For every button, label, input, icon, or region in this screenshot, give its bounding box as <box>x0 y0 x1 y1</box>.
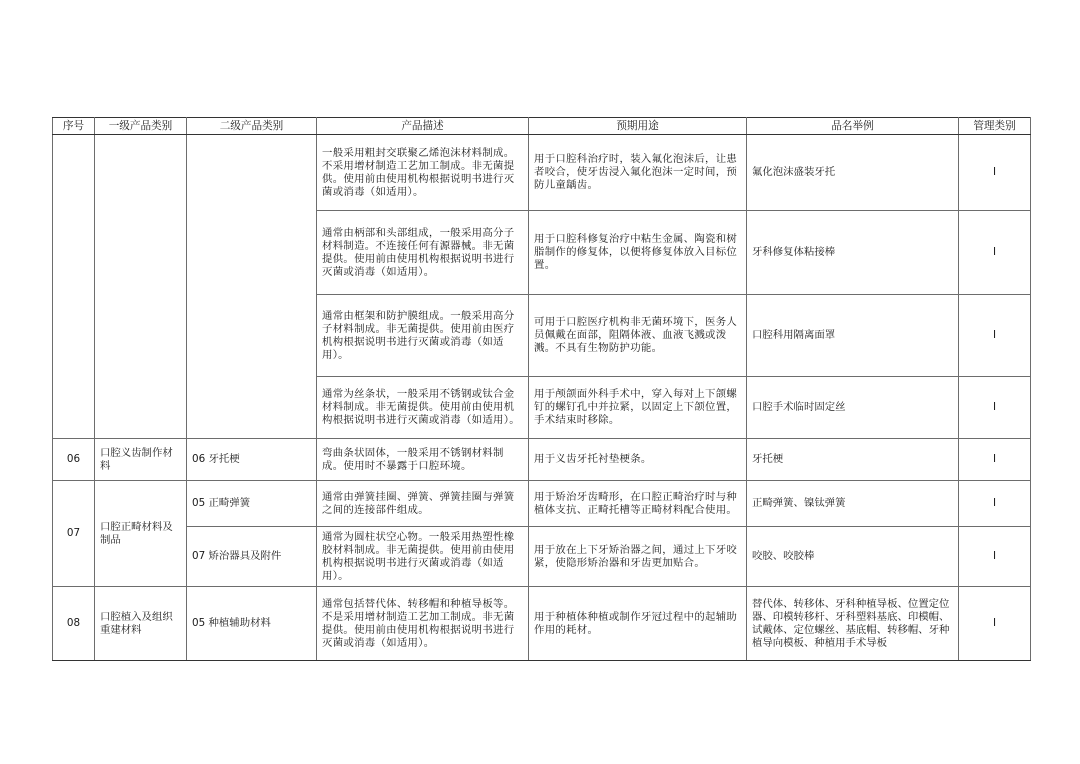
seq-cell-empty <box>53 135 95 439</box>
management-class-cell: I <box>959 377 1031 439</box>
description-cell: 通常由框架和防护膜组成。一般采用高分子材料制成。非无菌提供。使用前由医疗机构根据说明书进行灭菌或消毒（如适用）。 <box>317 295 529 377</box>
description-cell: 弯曲条状固体，一般采用不锈钢材料制成。使用时不暴露于口腔环境。 <box>317 439 529 481</box>
category-level2-cell: 07 矫治器具及附件 <box>187 527 317 587</box>
header-product-examples: 品名举例 <box>747 118 959 135</box>
management-class-cell: I <box>959 135 1031 211</box>
management-class-cell: I <box>959 211 1031 295</box>
description-cell: 通常为圆柱状空心物。一般采用热塑性橡胶材料制成。非无菌提供。使用前由使用机构根据说明书进行灭菌或消毒（如适用）。 <box>317 527 529 587</box>
header-management-class: 管理类别 <box>959 118 1031 135</box>
category-level2-cell: 06 牙托梗 <box>187 439 317 481</box>
category-level1-cell: 口腔植入及组织重建材料 <box>95 587 187 661</box>
header-category-level2: 二级产品类别 <box>187 118 317 135</box>
description-cell: 通常由柄部和头部组成，一般采用高分子材料制造。不连接任何有源器械。非无菌提供。使用前由使用机构根据说明书进行灭菌或消毒（如适用）。 <box>317 211 529 295</box>
category-level1-cell: 口腔正畸材料及制品 <box>95 481 187 587</box>
intended-use-cell: 用于种植体种植或制作牙冠过程中的起辅助作用的耗材。 <box>529 587 747 661</box>
category-level2-cell: 05 正畸弹簧 <box>187 481 317 527</box>
intended-use-cell: 用于矫治牙齿畸形，在口腔正畸治疗时与种植体支抗、正畸托槽等正畸材料配合使用。 <box>529 481 747 527</box>
seq-cell: 07 <box>53 481 95 587</box>
header-description: 产品描述 <box>317 118 529 135</box>
document-page <box>52 117 1030 661</box>
table-row <box>53 439 1031 481</box>
seq-cell: 08 <box>53 587 95 661</box>
management-class-cell: I <box>959 295 1031 377</box>
description-cell: 通常由弹簧挂圈、弹簧、弹簧挂圈与弹簧之间的连接部件组成。 <box>317 481 529 527</box>
table-row <box>53 481 1031 527</box>
product-examples-cell: 牙科修复体粘接棒 <box>747 211 959 295</box>
header-intended-use: 预期用途 <box>529 118 747 135</box>
description-cell: 通常包括替代体、转移帽和种植导板等。不是采用增材制造工艺加工制成。非无菌提供。使用前由使用机构根据说明书进行灭菌或消毒（如适用）。 <box>317 587 529 661</box>
product-examples-cell: 咬胶、咬胶棒 <box>747 527 959 587</box>
product-examples-cell: 正畸弹簧、镍钛弹簧 <box>747 481 959 527</box>
intended-use-cell: 用于口腔科治疗时，装入氟化泡沫后，让患者咬合，使牙齿浸入氟化泡沫一定时间，预防儿童龋齿。 <box>529 135 747 211</box>
product-examples-cell: 牙托梗 <box>747 439 959 481</box>
product-examples-cell: 替代体、转移体、牙科种植导板、位置定位器、印模转移杆、牙科塑料基底、印模帽、试戴体、定位螺丝、基底帽、转移帽、牙种植导向模板、种植用手术导板 <box>747 587 959 661</box>
intended-use-cell: 可用于口腔医疗机构非无菌环境下，医务人员佩戴在面部，阻隔体液、血液飞溅或泼溅。不具有生物防护功能。 <box>529 295 747 377</box>
management-class-cell: I <box>959 481 1031 527</box>
intended-use-cell: 用于放在上下牙矫治器之间，通过上下牙咬紧，使隐形矫治器和牙齿更加贴合。 <box>529 527 747 587</box>
category-level2-cell: 05 种植辅助材料 <box>187 587 317 661</box>
header-category-level1: 一级产品类别 <box>95 118 187 135</box>
intended-use-cell: 用于义齿牙托衬垫梗条。 <box>529 439 747 481</box>
table-header-row <box>53 118 1031 135</box>
table-row <box>53 135 1031 211</box>
management-class-cell: I <box>959 587 1031 661</box>
management-class-cell: I <box>959 527 1031 587</box>
table-row <box>53 587 1031 661</box>
category-level1-cell: 口腔义齿制作材料 <box>95 439 187 481</box>
product-examples-cell: 口腔科用隔离面罩 <box>747 295 959 377</box>
category-level2-cell-empty <box>187 135 317 439</box>
product-classification-table <box>52 117 1031 661</box>
seq-cell: 06 <box>53 439 95 481</box>
intended-use-cell: 用于颅颌面外科手术中，穿入每对上下颌螺钉的螺钉孔中并拉紧，以固定上下颌位置，手术结束时移除。 <box>529 377 747 439</box>
category-level1-cell-empty <box>95 135 187 439</box>
intended-use-cell: 用于口腔科修复治疗中粘生金属、陶瓷和树脂制作的修复体，以便将修复体放入目标位置。 <box>529 211 747 295</box>
product-examples-cell: 氟化泡沫盛装牙托 <box>747 135 959 211</box>
management-class-cell: I <box>959 439 1031 481</box>
header-seq: 序号 <box>53 118 95 135</box>
description-cell: 通常为丝条状，一般采用不锈钢或钛合金材料制成。非无菌提供。使用前由使用机构根据说明书进行灭菌或消毒（如适用）。 <box>317 377 529 439</box>
description-cell: 一般采用粗封交联聚乙烯泡沫材料制成。不采用增材制造工艺加工制成。非无菌提供。使用前由使用机构根据说明书进行灭菌或消毒（如适用）。 <box>317 135 529 211</box>
table-row <box>53 527 1031 587</box>
product-examples-cell: 口腔手术临时固定丝 <box>747 377 959 439</box>
